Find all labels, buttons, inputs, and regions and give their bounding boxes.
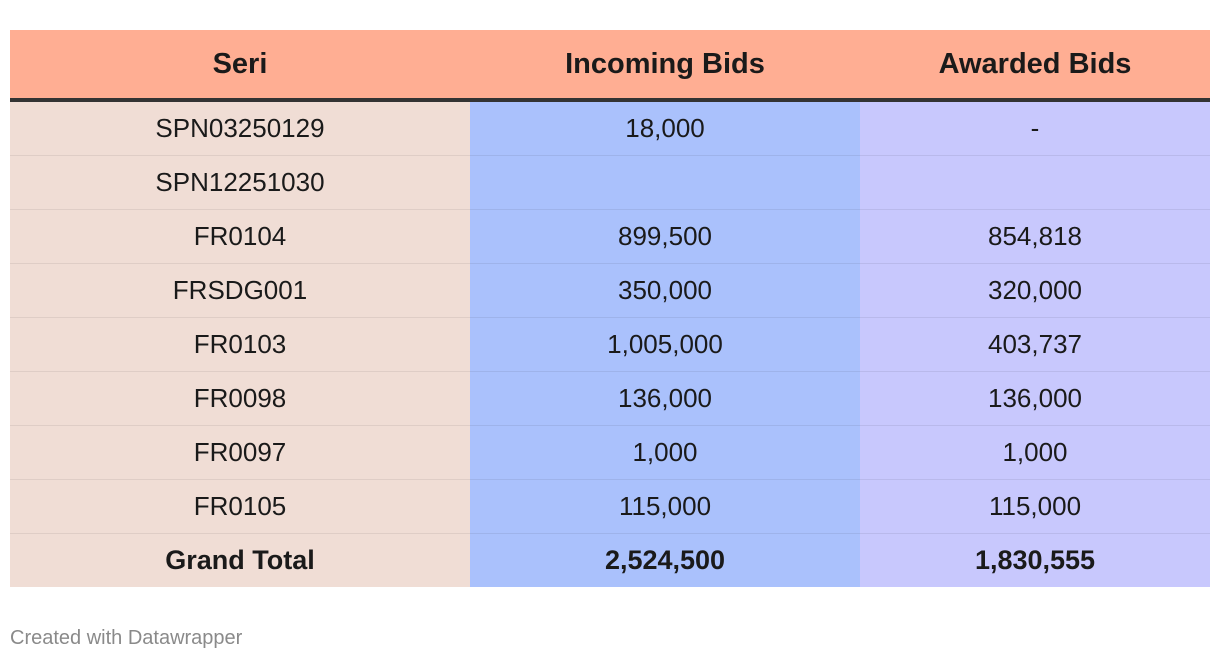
cell-incoming-bids: 899,500 <box>470 210 860 264</box>
cell-awarded-bids: 115,000 <box>860 480 1210 534</box>
cell-seri: FR0105 <box>10 480 470 534</box>
header-awarded-bids[interactable]: Awarded Bids <box>860 30 1210 100</box>
cell-awarded-bids: 1,000 <box>860 426 1210 480</box>
table-row <box>10 264 1210 318</box>
table-row <box>10 372 1210 426</box>
cell-seri: FR0103 <box>10 318 470 372</box>
cell-awarded-bids <box>860 156 1210 210</box>
cell-incoming-bids: 136,000 <box>470 372 860 426</box>
data-table-container <box>10 30 1210 587</box>
table-row <box>10 318 1210 372</box>
grand-total-incoming-bids: 2,524,500 <box>470 534 860 588</box>
header-incoming-bids[interactable]: Incoming Bids <box>470 30 860 100</box>
cell-seri: FR0097 <box>10 426 470 480</box>
table-row <box>10 480 1210 534</box>
cell-awarded-bids: 403,737 <box>860 318 1210 372</box>
table-row <box>10 100 1210 156</box>
table-row <box>10 210 1210 264</box>
table-row <box>10 156 1210 210</box>
cell-incoming-bids: 1,005,000 <box>470 318 860 372</box>
cell-seri: SPN03250129 <box>10 100 470 156</box>
table-body <box>10 100 1210 587</box>
cell-seri: SPN12251030 <box>10 156 470 210</box>
bids-table <box>10 30 1210 587</box>
cell-awarded-bids: 854,818 <box>860 210 1210 264</box>
table-row <box>10 426 1210 480</box>
grand-total-awarded-bids: 1,830,555 <box>860 534 1210 588</box>
cell-incoming-bids <box>470 156 860 210</box>
cell-incoming-bids: 115,000 <box>470 480 860 534</box>
header-row <box>10 30 1210 100</box>
cell-awarded-bids: - <box>860 100 1210 156</box>
grand-total-label: Grand Total <box>10 534 470 588</box>
cell-incoming-bids: 1,000 <box>470 426 860 480</box>
cell-incoming-bids: 18,000 <box>470 100 860 156</box>
cell-seri: FR0098 <box>10 372 470 426</box>
cell-awarded-bids: 136,000 <box>860 372 1210 426</box>
cell-seri: FRSDG001 <box>10 264 470 318</box>
cell-seri: FR0104 <box>10 210 470 264</box>
grand-total-row <box>10 534 1210 588</box>
header-seri[interactable]: Seri <box>10 30 470 100</box>
cell-awarded-bids: 320,000 <box>860 264 1210 318</box>
table-header <box>10 30 1210 100</box>
cell-incoming-bids: 350,000 <box>470 264 860 318</box>
datawrapper-credit[interactable]: Created with Datawrapper <box>10 627 243 649</box>
